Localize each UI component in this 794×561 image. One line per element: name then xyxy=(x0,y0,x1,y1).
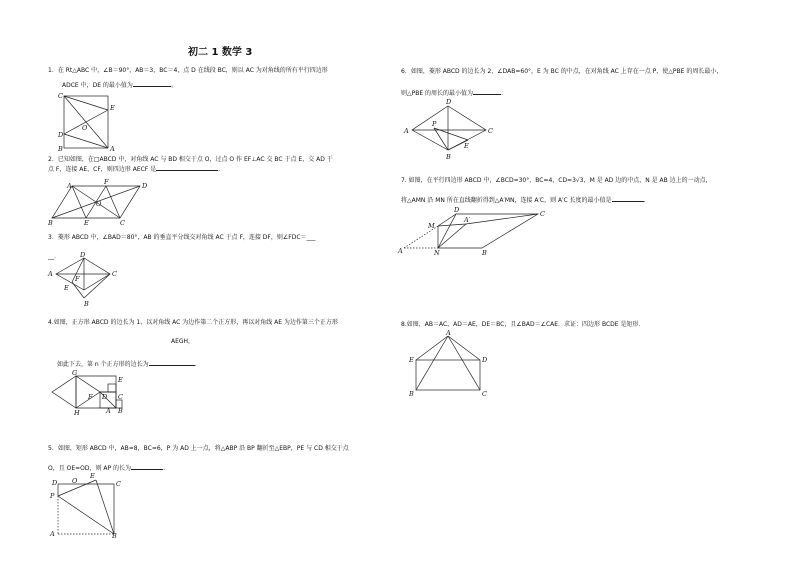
f3-label-3: C xyxy=(112,270,117,278)
question-3-line2: __. xyxy=(48,253,56,260)
page-title: 初二 1 数学 3 xyxy=(188,47,253,58)
question-4-line1: 4.如图，正方形 ABCD 的边长为 1，以对角线 AC 为边作第二个正方形，再以对角线 AE 为边作第三个正方形 xyxy=(48,319,338,326)
question-2-line1: 2．已知如图，在□ABCD 中，对角线 AC 与 BD 相交于点 O，过点 O 作 EF⊥AC 交 BC 于点 E，交 AD 于 xyxy=(48,156,333,163)
f4-label-0: G xyxy=(72,369,78,377)
question-6-line1: 6．如图，菱形 ABCD 的边长为 2，∠DAB=60°，E 为 BC 的中点，在对角线 AC 上存在一点 P，使△PBE 的周长最小， xyxy=(401,68,723,75)
f7-label-5: N xyxy=(434,249,440,257)
question-7-line1: 7. 如图，在平行四边形 ABCD 中，∠BCD=30°，BC=4，CD=3√3，M 是 AD 边的中点，N 是 AB 边上的一动点， xyxy=(401,177,712,184)
f1-label-2: O xyxy=(82,124,88,132)
f8-label-4: C xyxy=(482,390,487,398)
f3-label-4: E xyxy=(64,284,69,292)
f2-label-1: F xyxy=(104,178,109,186)
f6-label-2: P xyxy=(432,120,437,128)
question-1-line1: 1．在 Rt△ABC 中，∠B＝90°，AB＝3，BC＝4，点 D 在线段 BC，则以 AC 为对角线的所有平行四边形 xyxy=(48,67,328,74)
f6-label-4: E xyxy=(464,142,469,150)
f8-label-1: E xyxy=(409,356,414,364)
f3-label-1: A xyxy=(48,270,53,278)
f5-label-6: B xyxy=(112,532,117,540)
f7-label-4: A xyxy=(398,247,403,255)
f5-label-4: E xyxy=(90,472,95,480)
f5-label-0: D xyxy=(52,479,58,487)
f4-label-7: H xyxy=(74,409,80,417)
figure-5 xyxy=(48,472,128,540)
figure-6 xyxy=(404,98,494,160)
f4-label-1: F xyxy=(88,393,93,401)
f6-label-0: D xyxy=(446,98,452,106)
f8-label-2: D xyxy=(482,356,488,364)
f4-label-2: E xyxy=(118,376,123,384)
figure-1 xyxy=(58,92,118,152)
f1-label-4: B xyxy=(58,145,63,153)
f7-label-6: B xyxy=(482,249,487,257)
f8-label-3: B xyxy=(409,390,414,398)
question-7-line2: 将△AMN 沿 MN 所在直线翻折得到△A′MN，连接 A′C，则 A′C 长度的最小值是 . xyxy=(401,197,646,204)
f2-label-6: C xyxy=(120,219,125,227)
f3-label-5: B xyxy=(84,300,89,308)
figure-8 xyxy=(406,329,492,398)
f8-label-0: A xyxy=(446,329,451,337)
f6-label-1: A xyxy=(404,127,409,135)
f1-label-5: A xyxy=(110,145,115,153)
f4-label-3: D xyxy=(102,393,108,401)
figure-2 xyxy=(48,180,158,226)
question-8-line1: 8.如图，AB＝AC，AD＝AE，DE＝BC，且∠BAD＝∠CAE．求证：四边形 BCDE 是矩形． xyxy=(401,321,645,328)
f2-label-4: B xyxy=(48,219,53,227)
question-6-line2: 则△PBE 的周长的最小值为 . xyxy=(401,90,503,97)
f4-label-6: A xyxy=(106,407,111,415)
figure-7 xyxy=(398,206,548,258)
f7-label-3: A′ xyxy=(464,216,471,224)
f3-label-0: D xyxy=(80,251,86,259)
question-3-line1: 3．菱形 ABCD 中，∠BAD＝80°，AB 的垂直平分线交对角线 AC 于点 F，连接 DF，则∠FDC＝___ xyxy=(48,234,316,241)
question-4-line3: 如此下去，第 n 个正方形的边长为 . xyxy=(57,361,197,368)
question-2-line2: 点 F，连接 AE、CF，则四边形 AECF 是 . xyxy=(48,166,221,173)
question-5-line1: 5．如图，矩形 ABCD 中，AB=8，BC=6，P 为 AD 上一点，将△ABP 沿 BP 翻折至△EBP，PE 与 CD 相交于点 xyxy=(48,445,349,452)
f2-label-0: A xyxy=(67,182,72,190)
question-5-line2: O，且 OE=OD，则 AP 的长为 . xyxy=(48,465,165,472)
figure-4 xyxy=(48,370,138,422)
figure-3 xyxy=(48,251,128,308)
f5-label-3: P xyxy=(50,492,55,500)
f2-label-3: O xyxy=(96,200,102,208)
f4-label-5: B xyxy=(118,407,123,415)
f6-label-5: B xyxy=(446,153,451,161)
f4-label-4: C xyxy=(118,393,123,401)
f5-label-5: A xyxy=(50,530,55,538)
question-1-line2: ADCE 中，DE 的最小值为 。 xyxy=(62,82,177,89)
f1-label-0: C xyxy=(58,92,63,100)
f5-label-1: O xyxy=(72,477,78,485)
f3-label-2: F xyxy=(75,275,80,283)
f1-label-1: D xyxy=(58,131,64,139)
f2-label-5: E xyxy=(84,219,89,227)
f6-label-3: C xyxy=(488,127,493,135)
f7-label-0: D xyxy=(454,206,460,214)
f2-label-2: D xyxy=(142,182,148,190)
f7-label-2: M xyxy=(428,222,435,230)
f5-label-2: C xyxy=(116,480,121,488)
f7-label-1: C xyxy=(540,210,545,218)
question-4-line2: AEGH， xyxy=(171,338,195,345)
f1-label-3: E xyxy=(110,104,115,112)
